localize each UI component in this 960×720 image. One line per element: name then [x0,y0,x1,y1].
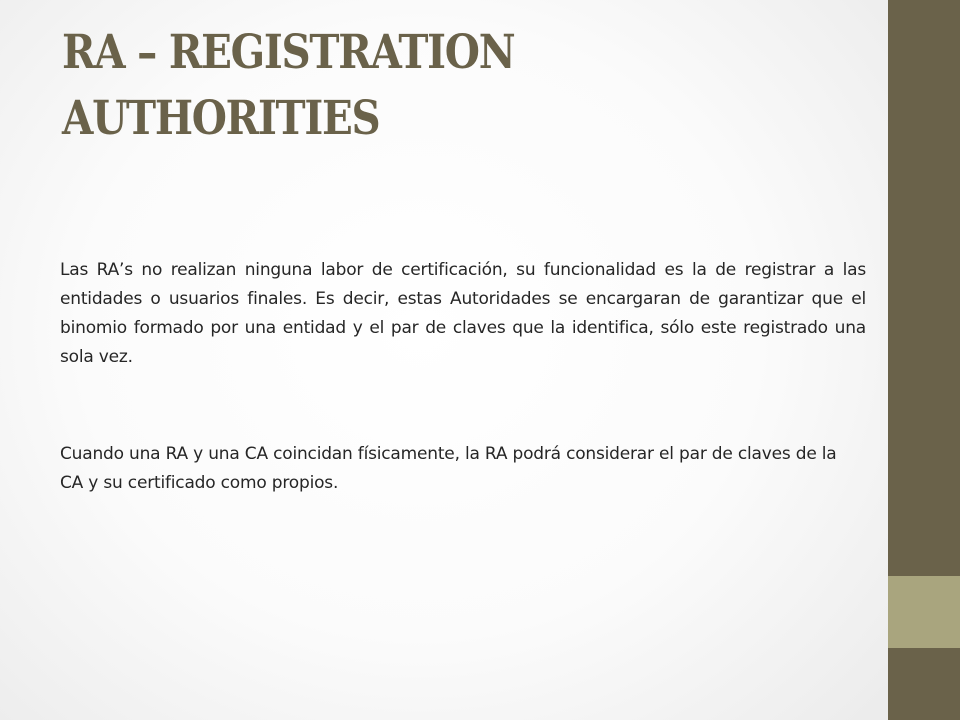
side-bar-accent-block [888,576,960,648]
body-paragraph-2: Cuando una RA y una CA coincidan físicamente, la RA podrá considerar el par de claves de la CA y su certificado como propios. [60,444,837,493]
slide-title: RA – REGISTRATION AUTHORITIES [62,25,515,146]
body-paragraph-1: Las RA’s no realizan ninguna labor de certificación, su funcionalidad es la de registrar a las entidades o usuarios finales. Es decir, estas Autoridades se encargaran de garantizar que el binomio formado por una entidad y el par de claves que la identifica, sólo este registrado una sola vez. [60,260,866,367]
